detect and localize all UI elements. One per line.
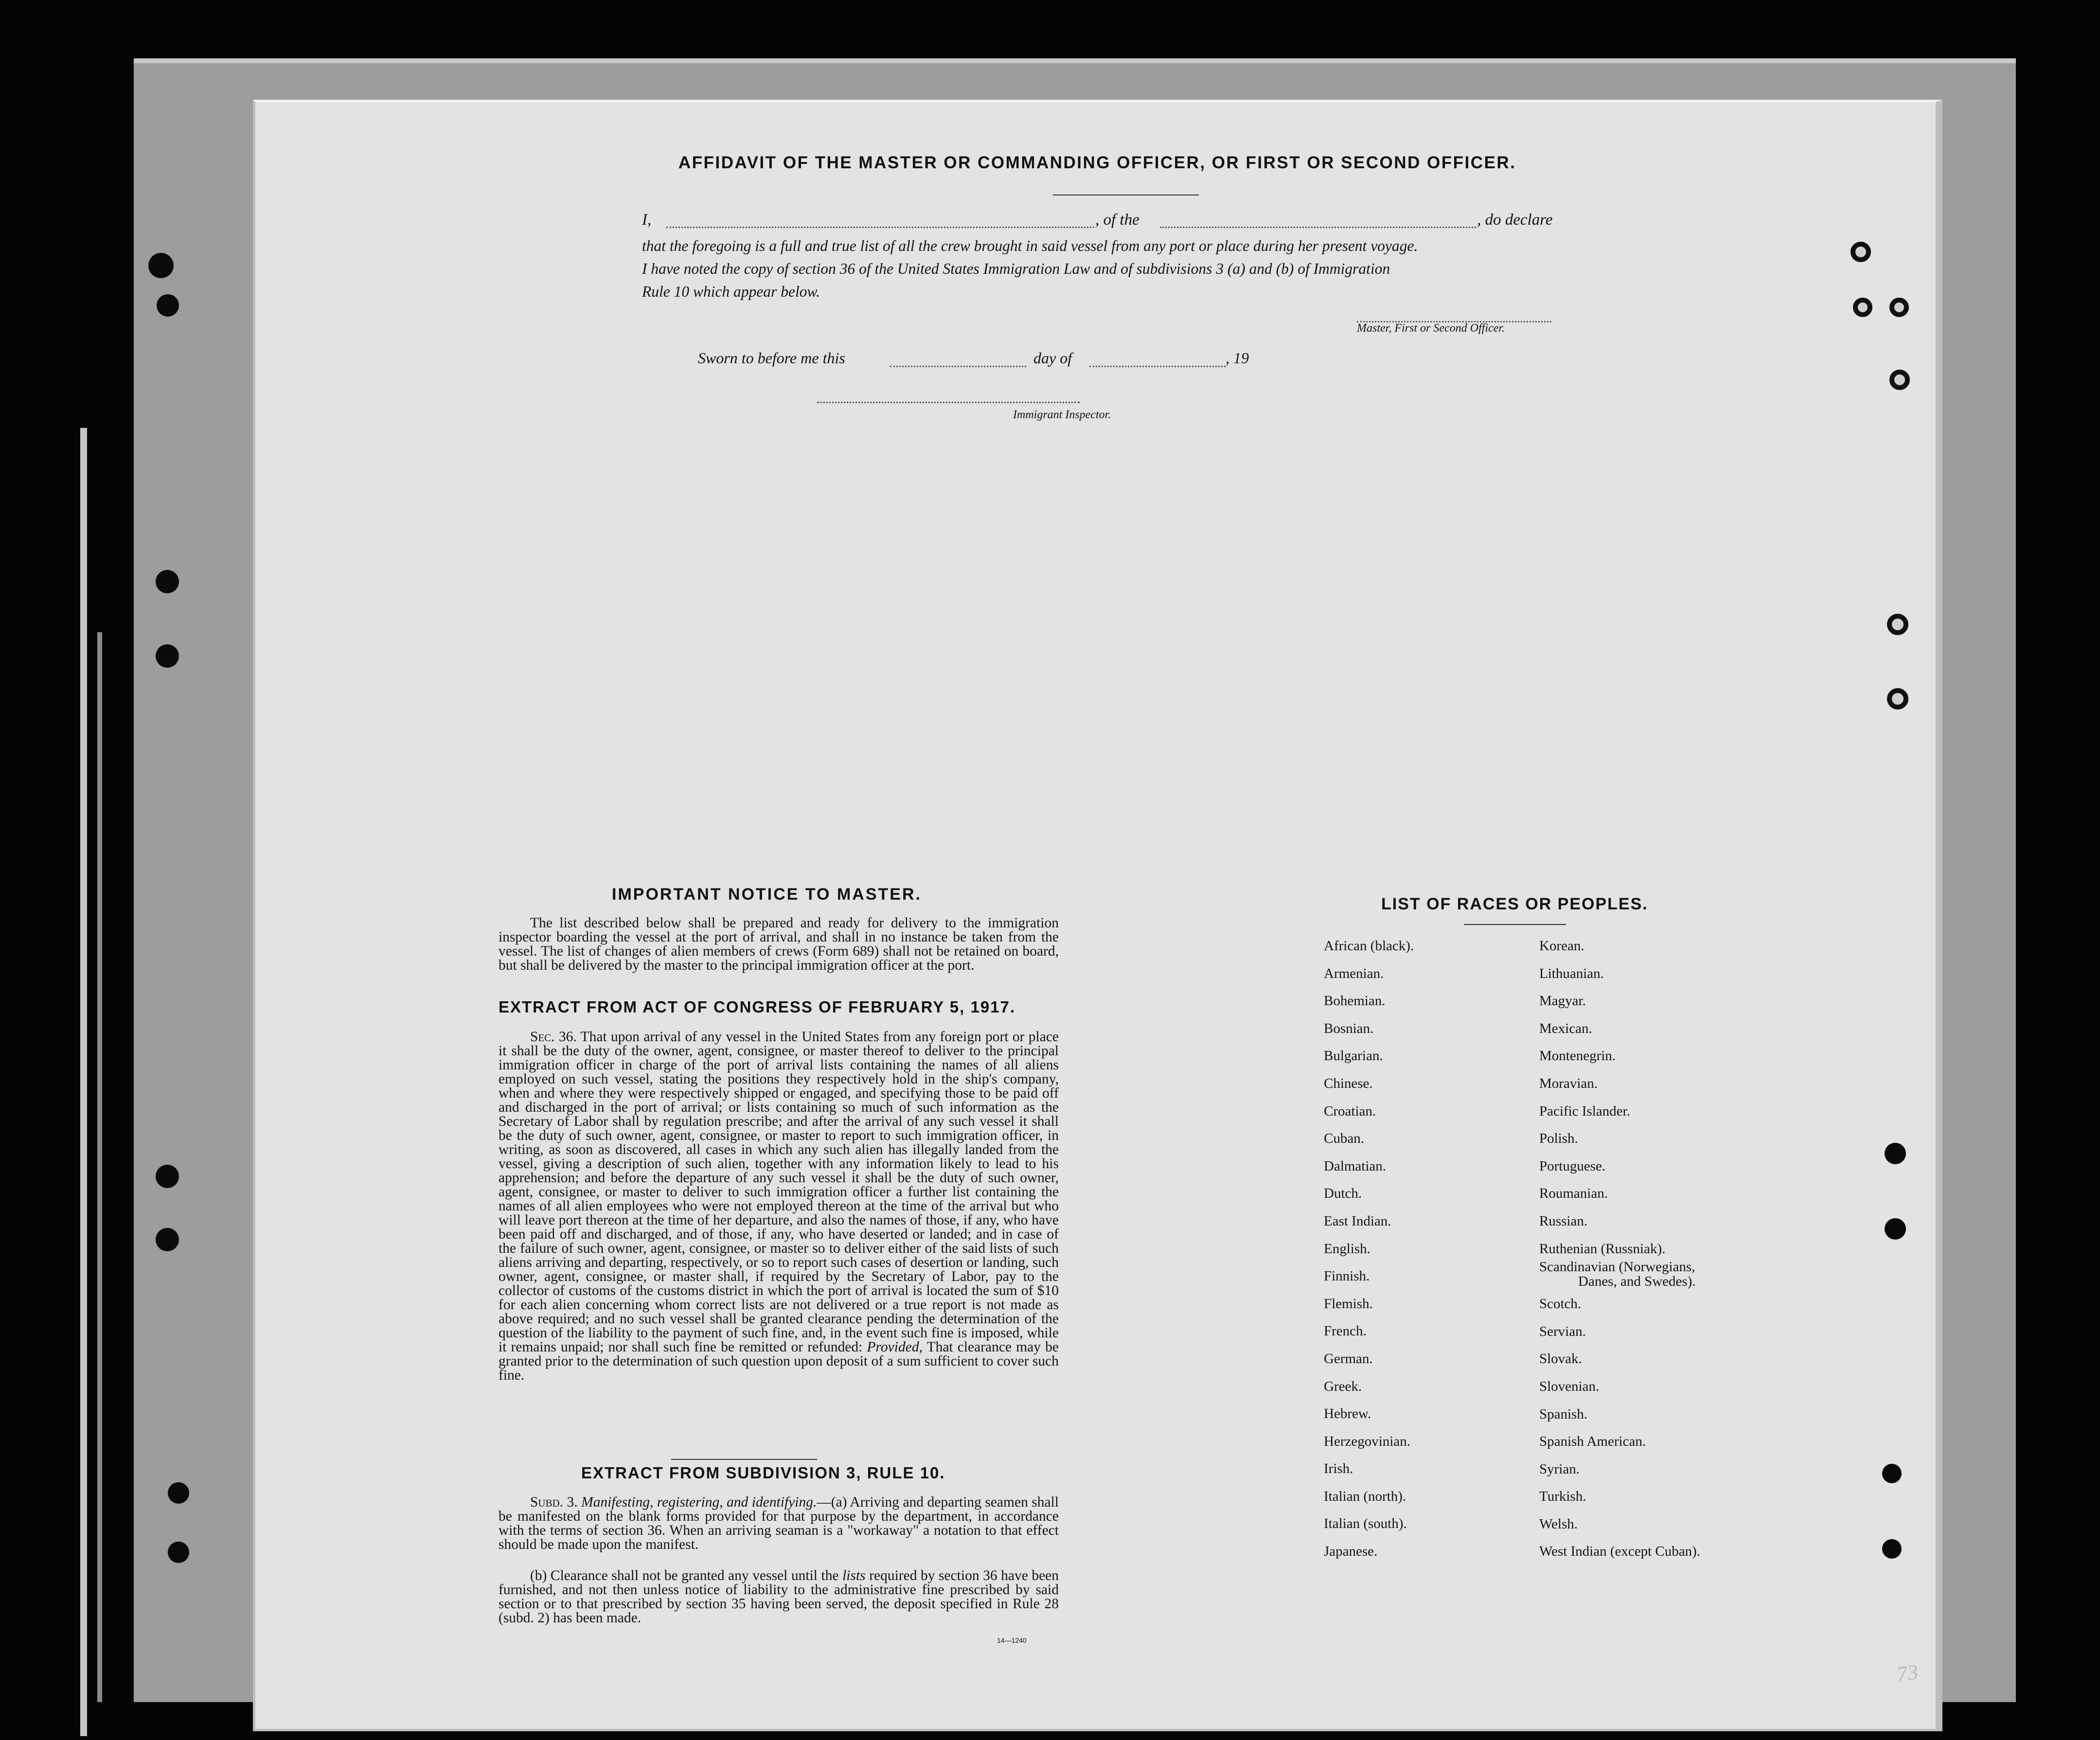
race-item: Moravian. [1539, 1075, 1598, 1091]
inspector-signature-line[interactable] [817, 402, 1080, 403]
race-item: Mexican. [1539, 1020, 1592, 1036]
binder-hole [1882, 1464, 1902, 1483]
race-item: Spanish American. [1539, 1434, 1646, 1450]
race-item: East Indian. [1324, 1213, 1391, 1229]
affidavit-title: AFFIDAVIT OF THE MASTER OR COMMANDING OFFICER, OR FIRST OR SECOND OFFICER. [678, 153, 1516, 172]
race-item: Servian. [1539, 1323, 1586, 1339]
race-item: Magyar. [1539, 993, 1586, 1009]
race-item: Bohemian. [1324, 993, 1386, 1009]
binder-hole [156, 570, 179, 593]
race-item: French. [1324, 1323, 1367, 1339]
binder-hole [1851, 242, 1871, 262]
race-item: Dalmatian. [1324, 1158, 1387, 1174]
act-section-end: That clearance may be granted prior to the determination of such question upon deposit of a sum sufficient to cover such fine. [498, 1339, 1059, 1383]
of-the-label: , of the [1095, 211, 1139, 229]
race-item: Slovak. [1539, 1351, 1582, 1367]
act-end-rule [671, 1459, 817, 1460]
binder-hole [1853, 298, 1872, 317]
name-field[interactable] [666, 227, 1094, 228]
signature-caption: Master, First or Second Officer. [1357, 322, 1505, 335]
vessel-field[interactable] [1160, 227, 1476, 228]
race-item: Finnish. [1324, 1268, 1370, 1284]
races-title: LIST OF RACES OR PEOPLES. [1381, 895, 1648, 913]
binder-hole [1885, 1143, 1906, 1164]
affidavit-line-4: Rule 10 which appear below. [642, 283, 820, 300]
race-item: Polish. [1539, 1131, 1578, 1147]
notice-title: IMPORTANT NOTICE TO MASTER. [612, 885, 922, 904]
race-item: Hebrew. [1324, 1406, 1371, 1422]
act-body [498, 1030, 1059, 1383]
race-item: Scandinavian (Norwegians, Danes, and Swedes). [1539, 1259, 1696, 1290]
affidavit-line-3: I have noted the copy of section 36 of the United States Immigration Law and of subdivisions 3 (a) and (b) of Immigration [642, 260, 1390, 277]
binding-stripe [97, 632, 102, 1702]
race-item: Bosnian. [1324, 1020, 1374, 1036]
races-title-underline [1464, 924, 1566, 925]
binder-hole [157, 294, 179, 317]
race-item: West Indian (except Cuban). [1539, 1544, 1701, 1560]
subdivision-title: EXTRACT FROM SUBDIVISION 3, RULE 10. [581, 1464, 945, 1482]
race-item: Portuguese. [1539, 1158, 1606, 1174]
races-list-left [1324, 932, 1414, 1565]
day-of-label: day of [1033, 349, 1072, 367]
act-section-label: Sec. 36. [530, 1029, 577, 1045]
sworn-day-field[interactable] [890, 366, 1026, 367]
race-item: Cuban. [1324, 1131, 1364, 1147]
subd-label: Subd. 3. [530, 1494, 578, 1510]
act-section-text: That upon arrival of any vessel in the United States from any foreign port or place it shall be the duty of the owner, agent, consignee, or master thereof to deliver to the principal immigration officer in charge of the port of arrival lists containing the names of all aliens employed on such vessel, stating the positions they respectively hold in the ship's company, when and where they were respectively shipped or engaged, and specifying those to be paid off and discharged in the port of arrival; or lists containing so much of such information as the Secretary of Labor shall by regulation prescribe; and after the arrival of any such vessel it shall be the duty of such owner, agent, consignee, or master to report to such immigration officer, in writing, as soon as discovered, all cases in which any such alien has illegally landed from the vessel, giving a description of such alien, together with any information likely to lead to his apprehension; and before the departure of any such vessel it shall be the duty of such owner, agent, consignee, or master to deliver to such immigration officer a further list containing the names of all alien employees who were not employed thereon at the time of the arrival but who will leave port thereon at the time of her departure, and also the names of those, if any, who have been paid off and discharged, and of those, if any, who have deserted or landed; and in case of the failure of such owner, agent, consignee, or master so to deliver either of the said lists of such aliens arriving and departing, respectively, or so to report such cases of desertion or landing, such owner, agent, consignee, or master shall, if required by the Secretary of Labor, pay to the collector of customs of the customs district in which the port of arrival is located the sum of $10 for each alien concerning whom correct lists are not delivered or a true report is not made as above required; and no such vessel shall be granted clearance pending the determination of the question of the liability to the payment of such fine, and, in the event such fine is imposed, while it remains unpaid; nor shall such fine be remitted or refunded: [498, 1029, 1059, 1355]
race-item: Japanese. [1324, 1544, 1378, 1560]
page-number: 73 [1895, 1660, 1920, 1687]
race-item: Chinese. [1324, 1075, 1373, 1091]
binder-hole [1885, 1218, 1906, 1240]
affidavit-line-2: that the foregoing is a full and true list of all the crew brought in said vessel from any port or place during her present voyage. [642, 237, 1418, 254]
i-label: I, [642, 211, 652, 229]
binder-hole [156, 1165, 179, 1188]
race-item: Dutch. [1324, 1186, 1362, 1202]
declare-label: , do declare [1477, 211, 1553, 229]
race-item: Russian. [1539, 1213, 1588, 1229]
race-item: Pacific Islander. [1539, 1103, 1630, 1119]
binding-stripe [80, 428, 87, 1736]
subd-para-a-text: —(a) Arriving and departing seamen shall be manifested on the blank forms provided for that purpose by the department, in accordance with the terms of section 36. When an arriving seaman is a "workaway" a notation to that effect should be made upon the manifest. [498, 1494, 1059, 1552]
race-item: Irish. [1324, 1461, 1353, 1477]
race-item: English. [1324, 1241, 1370, 1257]
race-item: Welsh. [1539, 1516, 1578, 1532]
race-item: Korean. [1539, 938, 1584, 954]
race-item: Greek. [1324, 1378, 1362, 1394]
sworn-month-field[interactable] [1089, 366, 1226, 367]
subd-heading: Manifesting, registering, and identifying. [581, 1494, 817, 1510]
race-item: Flemish. [1324, 1296, 1373, 1312]
race-item: Croatian. [1324, 1103, 1376, 1119]
notice-body: The list described below shall be prepared and ready for delivery to the immigration inspector boarding the vessel at the port of arrival, and shall in no instance be taken from the vessel. The list of changes of alien members of crews (Form 689) shall not be retained on board, but shall be delivered by the master to the principal immigration officer at the port. [498, 915, 1059, 973]
binder-hole [168, 1542, 189, 1563]
act-title: EXTRACT FROM ACT OF CONGRESS OF FEBRUARY 5, 1917. [498, 998, 1016, 1016]
binder-hole [1889, 298, 1909, 317]
race-item: Syrian. [1539, 1461, 1580, 1477]
race-item: Ruthenian (Russniak). [1539, 1241, 1666, 1257]
binder-hole [156, 1228, 179, 1251]
race-item: Bulgarian. [1324, 1048, 1383, 1064]
races-list-right [1539, 932, 1700, 1565]
binder-hole [168, 1482, 189, 1504]
subd-para-b-end: required by section 36 have been furnished, and not then unless notice of liability to the administrative fine prescribed by said section or to that prescribed by section 35 having been served, the deposit specified in Rule 28 (subd. 2) has been made. [498, 1568, 1059, 1626]
race-item: Scotch. [1539, 1296, 1582, 1312]
race-item: Montenegrin. [1539, 1048, 1616, 1064]
inspector-caption: Immigrant Inspector. [1013, 408, 1111, 421]
binder-hole [1889, 370, 1910, 390]
race-item: Turkish. [1539, 1489, 1586, 1505]
form-number: 14—1240 [997, 1636, 1027, 1644]
act-provided: Provided, [867, 1339, 923, 1355]
binder-hole [156, 644, 179, 668]
race-item: Slovenian. [1539, 1378, 1600, 1394]
sworn-label: Sworn to before me this [698, 349, 845, 367]
year-label: , 19 [1226, 349, 1249, 367]
race-item: Roumanian. [1539, 1186, 1608, 1202]
race-item: German. [1324, 1350, 1373, 1367]
subd-para-b-lists: lists [842, 1568, 866, 1583]
binder-hole [148, 253, 174, 278]
race-item: Armenian. [1324, 965, 1384, 981]
binder-hole [1882, 1539, 1902, 1559]
subdivision-para-b [498, 1569, 1059, 1625]
binder-hole [1887, 614, 1908, 635]
binder-hole [1887, 688, 1908, 710]
race-item: Herzegovinian. [1324, 1433, 1410, 1449]
race-item: Spanish. [1539, 1406, 1588, 1422]
race-item: Lithuanian. [1539, 965, 1604, 981]
subdivision-para-a [498, 1495, 1059, 1552]
race-item: Italian (south). [1324, 1516, 1407, 1532]
subd-para-b-start: (b) Clearance shall not be granted any vessel until the [530, 1568, 839, 1583]
race-item: African (black). [1324, 938, 1414, 954]
race-item: Italian (north). [1324, 1488, 1406, 1504]
